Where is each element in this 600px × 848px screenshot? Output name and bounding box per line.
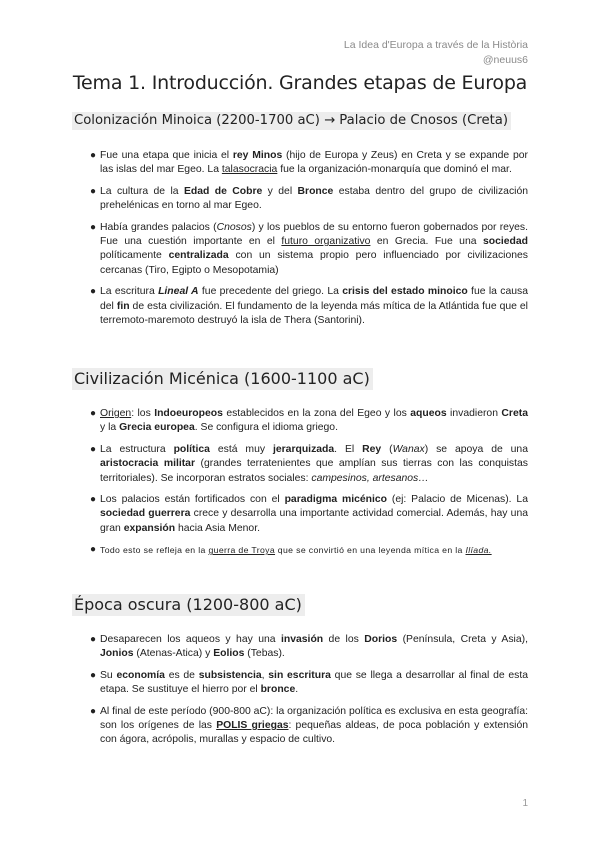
- text-run: jerarquizada: [272, 443, 335, 455]
- text-run: Ilíada.: [465, 545, 492, 556]
- section-heading-text: Época oscura (1200-800 aC): [72, 594, 305, 616]
- text-run: campesinos, artesanos…: [311, 472, 429, 484]
- list-item: ● Todo esto se refleja en la guerra de Troya que se convirtió en una leyenda mítica en la Ilíada.: [90, 544, 492, 556]
- text-run: Creta: [501, 408, 528, 419]
- text-run: rey Minos: [232, 150, 283, 161]
- text-run: subsistencia: [198, 669, 262, 681]
- bullet-dot-icon: ●: [90, 286, 97, 298]
- page-number: 1: [522, 798, 528, 809]
- text-run: centralizada: [168, 250, 229, 262]
- text-run: sociedad: [482, 236, 528, 248]
- text-run: paradigma micénico: [284, 494, 388, 506]
- header-author: @neuus6: [482, 54, 528, 66]
- section-minoica: [72, 113, 528, 335]
- list-item: ● Fue una etapa que inicia el rey Minos (hijo de Europa y Zeus) en Creta y se expande por las islas del mar Egeo. La talasocracia fue la organización-monarquía que dominó el mar.: [90, 150, 528, 176]
- text-run: Cnosos: [216, 221, 252, 233]
- bullet-dot-icon: ●: [90, 150, 97, 161]
- section-epoca-oscura: [72, 595, 528, 755]
- bullet-dot-icon: ●: [90, 669, 97, 681]
- list-item: ● Origen: los Indoeuropeos establecidos en la zona del Egeo y los aqueos invadieron Creta y la Grecia europea. Se configura el idioma griego.: [90, 408, 528, 434]
- text-run: Grecia europea: [119, 422, 195, 434]
- bullet-list: [72, 149, 528, 328]
- bullet-list: [72, 407, 528, 557]
- text-run: Edad de Cobre: [183, 185, 263, 197]
- header-course-title: La Idea d'Europa a través de la Història: [343, 39, 528, 51]
- text-run: política: [173, 443, 210, 455]
- list-item: ● Al final de este período (900-800 aC): la organización política es exclusiva en esta geografía: son los orígenes de las POLIS griegas: pequeñas aldeas, de poca población y extensión con ágora, acrópolis, murallas y espacio de cultivo.: [90, 705, 529, 746]
- bullet-dot-icon: ●: [90, 443, 97, 455]
- section-heading: [72, 369, 528, 388]
- text-run: fin: [116, 300, 130, 312]
- bullet-dot-icon: ●: [90, 705, 97, 717]
- list-item: ● La estructura política está muy jerarquizada. El Rey (Wanax) se apoya de una aristocracia militar (grandes terratenientes que amplían sus tierras con las conquistas territoriales). Se incorporan estratos sociales: campesinos, artesanos…: [90, 443, 528, 484]
- bullet-dot-icon: ●: [90, 408, 97, 419]
- list-item: ● Había grandes palacios (Cnosos) y los pueblos de su entorno fueron gobernados por reyes. Fue una cuestión importante en el futuro organizativo en Grecia. Fue una sociedad políticamente centralizada con un sistema propio pero influenciado por civilizaciones cercanas (Tiro, Egipto o Mesopotamia): [90, 221, 528, 276]
- bullet-list: [72, 633, 528, 748]
- text-run: Indoeuropeos: [154, 408, 223, 419]
- text-run: Lineal A: [158, 286, 199, 298]
- section-heading-text: Colonización Minoica (2200-1700 aC) → Palacio de Cnosos (Creta): [72, 112, 511, 130]
- section-micenica: [72, 369, 528, 564]
- text-run: Rey: [362, 443, 382, 455]
- running-header: [344, 38, 528, 68]
- list-item: ● Desaparecen los aqueos y hay una invasión de los Dorios (Península, Creta y Asia), Jonios (Atenas-Atica) y Eolios (Tebas).: [90, 634, 528, 660]
- text-run: Jonios: [100, 648, 134, 660]
- text-run: futuro organizativo: [281, 236, 371, 248]
- bullet-dot-icon: ●: [90, 634, 97, 645]
- text-run: POLIS griegas: [216, 720, 289, 732]
- text-run: aqueos: [410, 408, 447, 419]
- bullet-dot-icon: ●: [90, 185, 97, 197]
- section-heading: [72, 113, 528, 128]
- section-heading-text: Civilización Micénica (1600-1100 aC): [72, 368, 373, 390]
- list-item: ● La cultura de la Edad de Cobre y del Bronce estaba dentro del grupo de civilización prehelénicas en torno al mar Egeo.: [90, 185, 529, 212]
- bullet-dot-icon: ●: [90, 544, 97, 556]
- text-run: aristocracia militar: [100, 458, 196, 470]
- text-run: crisis del estado minoico: [342, 286, 468, 298]
- text-run: Eolios: [213, 648, 245, 660]
- text-run: invasión: [280, 634, 324, 645]
- bullet-dot-icon: ●: [90, 494, 97, 506]
- page-title: Tema 1. Introducción. Grandes etapas de Europa: [72, 72, 528, 94]
- text-run: Dorios: [364, 634, 398, 645]
- text-run: Origen: [100, 408, 132, 419]
- text-run: sociedad guerrera: [100, 508, 191, 520]
- text-run: guerra de Troya: [208, 545, 276, 556]
- section-heading: [72, 595, 528, 614]
- list-item: ● Su economía es de subsistencia, sin escritura que se llega a desarrollar al final de esta etapa. Se sustituye el hierro por el bronce.: [90, 669, 528, 696]
- text-run: Wanax: [392, 443, 425, 455]
- text-run: economía: [116, 669, 165, 681]
- text-run: bronce: [260, 684, 296, 696]
- list-item: ● La escritura Lineal A fue precedente del griego. La crisis del estado minoico fue la causa del fin de esta civilización. El fundamento de la leyenda más mítica de la Atlántida fue que el terremoto-maremoto destruyó la isla de Thera (Santorini).: [90, 286, 528, 327]
- text-run: expansión: [123, 522, 176, 534]
- list-item: ● Los palacios están fortificados con el paradigma micénico (ej: Palacio de Micenas). La sociedad guerrera crece y desarrolla una importante actividad comercial. Además, hay una gran expansión hacia Asia Menor.: [90, 494, 529, 534]
- bullet-dot-icon: ●: [90, 221, 97, 233]
- text-run: Bronce: [297, 185, 334, 197]
- text-run: talasocracia: [221, 164, 278, 176]
- text-run: sin escritura: [268, 669, 331, 681]
